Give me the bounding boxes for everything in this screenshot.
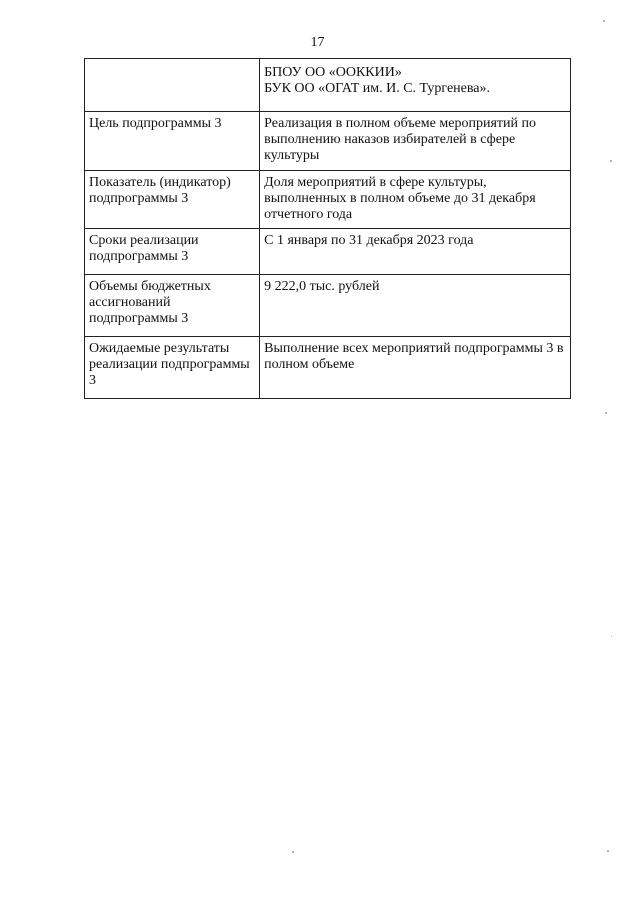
scan-speck: [603, 20, 605, 22]
results-value-cell: Выполнение всех мероприятий подпрограммы 3 в полном объеме: [260, 337, 571, 399]
scan-speck: [292, 851, 294, 853]
table-row-goal: [85, 112, 571, 171]
table-row-terms: [85, 229, 571, 275]
terms-label-cell: Сроки реализации подпрограммы 3: [85, 229, 260, 275]
executor-line: БУК ОО «ОГАТ им. И. С. Тургенева».: [264, 81, 491, 96]
page-number: 17: [310, 35, 325, 50]
subprogram-passport-table: [84, 58, 571, 399]
table-row-results: [85, 337, 571, 399]
executors-value-cell: [260, 59, 571, 112]
table-row-budget: [85, 275, 571, 337]
scan-speck: [610, 160, 612, 162]
table-row-executors: [85, 59, 571, 112]
indicator-label-cell: Показатель (индикатор) подпрограммы 3: [85, 171, 260, 229]
table-row-indicator: [85, 171, 571, 229]
indicator-value-cell: Доля мероприятий в сфере культуры, выполненных в полном объеме до 31 декабря отчетного года: [260, 171, 571, 229]
scan-speck: [605, 412, 607, 414]
goal-label-cell: Цель подпрограммы 3: [85, 112, 260, 171]
terms-value-cell: С 1 января по 31 декабря 2023 года: [260, 229, 571, 275]
executor-line: БПОУ ОО «ООККИИ»: [264, 65, 402, 80]
budget-value-cell: 9 222,0 тыс. рублей: [260, 275, 571, 337]
executors-label-cell: [85, 59, 260, 112]
scan-speck: [607, 850, 609, 852]
goal-value-cell: Реализация в полном объеме мероприятий по выполнению наказов избирателей в сфере культуры: [260, 112, 571, 171]
scan-speck: [611, 636, 612, 637]
budget-label-cell: Объемы бюджетных ассигнований подпрограммы 3: [85, 275, 260, 337]
results-label-cell: Ожидаемые результаты реализации подпрограммы 3: [85, 337, 260, 399]
